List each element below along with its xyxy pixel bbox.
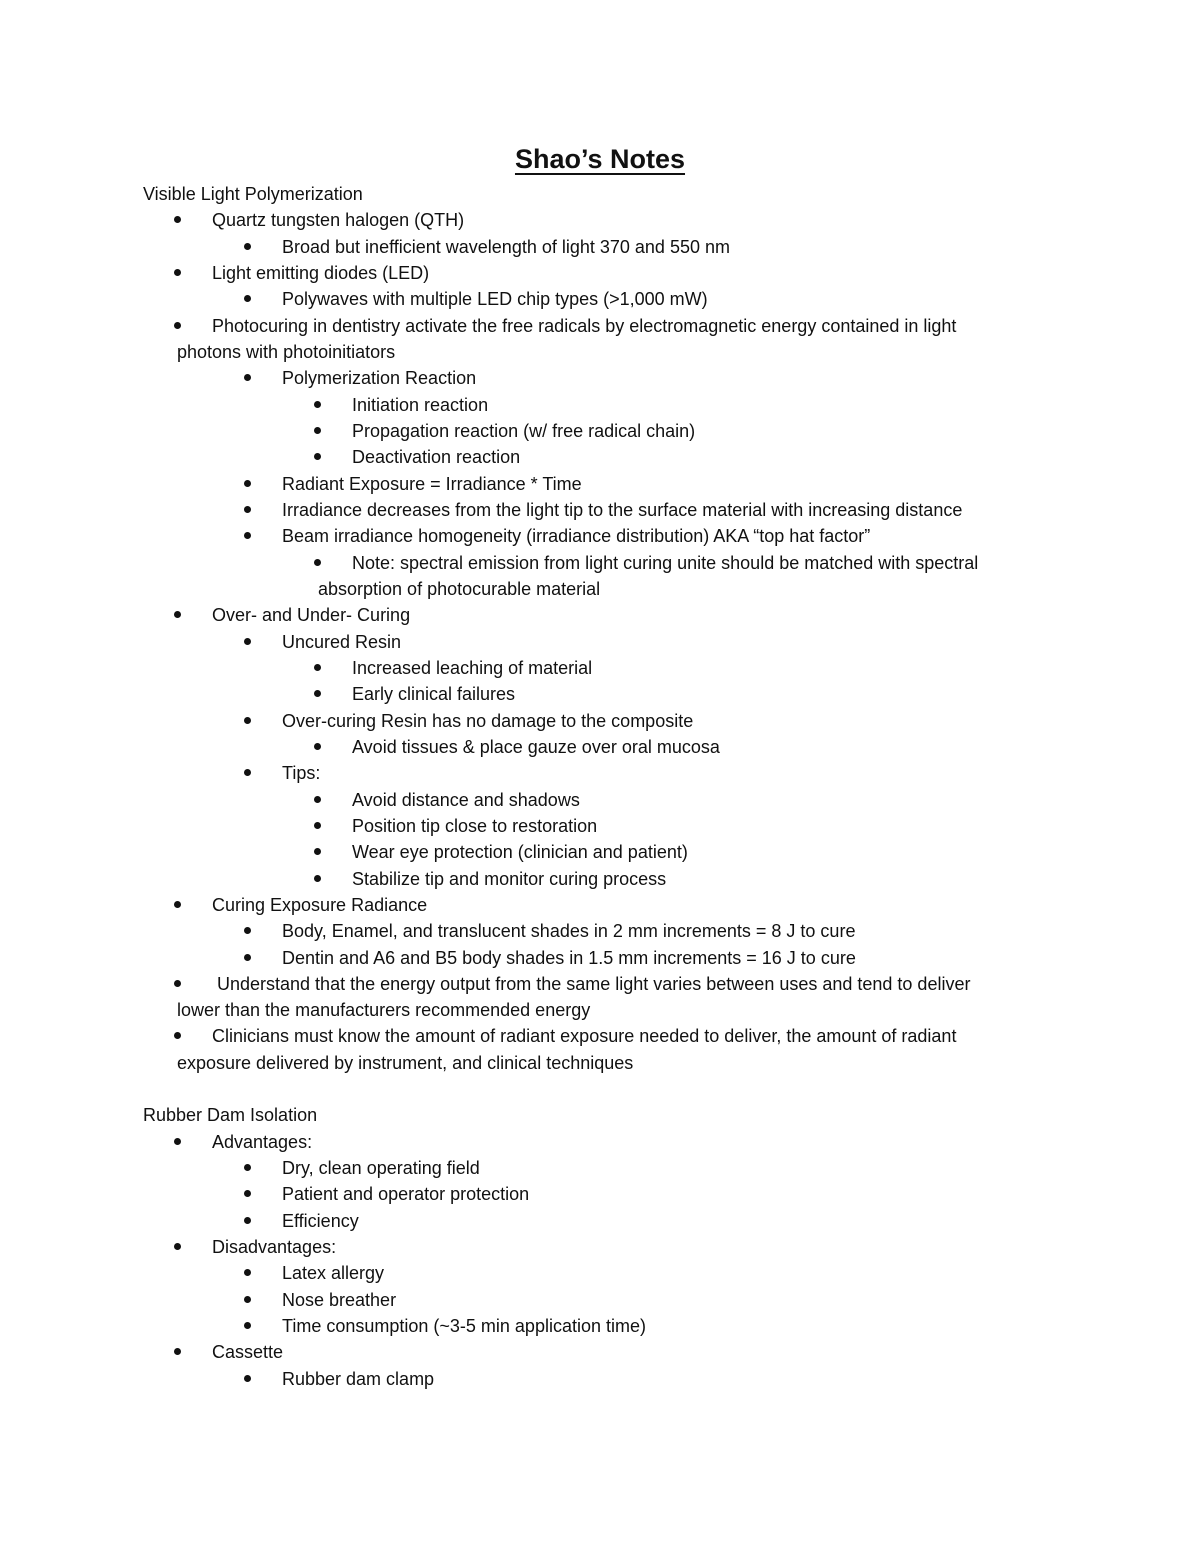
list-item xyxy=(212,1131,312,1153)
list-item xyxy=(282,920,855,942)
line-text: Initiation reaction xyxy=(352,395,489,415)
line-text: photons with photoinitiators xyxy=(177,342,396,362)
list-item xyxy=(352,736,720,758)
line-text: Over-curing Resin has no damage to the composite xyxy=(282,711,694,731)
list-item xyxy=(352,552,978,574)
line-text: Patient and operator protection xyxy=(282,1184,530,1204)
line-text: Uncured Resin xyxy=(282,632,402,652)
list-item xyxy=(282,947,856,969)
line-text: Deactivation reaction xyxy=(352,447,521,467)
line-text: Avoid distance and shadows xyxy=(352,790,580,810)
list-item xyxy=(282,367,476,389)
list-item xyxy=(282,762,320,784)
line-text: Tips: xyxy=(282,763,321,783)
line-text: Latex allergy xyxy=(282,1263,385,1283)
list-item xyxy=(282,236,730,258)
line-text: Rubber dam clamp xyxy=(282,1369,435,1389)
line-text: Quartz tungsten halogen (QTH) xyxy=(212,210,465,230)
line-text: Nose breather xyxy=(282,1290,397,1310)
line-text: Avoid tissues & place gauze over oral mucosa xyxy=(352,737,720,757)
list-item xyxy=(212,973,970,995)
line-text: Over- and Under- Curing xyxy=(212,605,411,625)
list-item xyxy=(352,868,666,890)
list-item xyxy=(282,1315,646,1337)
list-item xyxy=(177,999,590,1021)
line-text: absorption of photocurable material xyxy=(318,579,601,599)
list-item xyxy=(212,1236,336,1258)
list-item xyxy=(212,262,429,284)
list-item xyxy=(282,1210,359,1232)
list-item xyxy=(282,1157,480,1179)
line-text: Dentin and A6 and B5 body shades in 1.5 mm increments = 16 J to cure xyxy=(282,948,856,968)
list-item xyxy=(212,894,427,916)
line-text: Understand that the energy output from the same light varies between uses and tend to deliver xyxy=(212,974,971,994)
list-item xyxy=(282,1183,529,1205)
list-item xyxy=(318,578,600,600)
line-text: Polywaves with multiple LED chip types (>1,000 mW) xyxy=(282,289,708,309)
line-text: Light emitting diodes (LED) xyxy=(212,263,430,283)
line-text: Visible Light Polymerization xyxy=(143,184,363,204)
list-item xyxy=(352,841,688,863)
line-text: Radiant Exposure = Irradiance * Time xyxy=(282,474,582,494)
line-text: Body, Enamel, and translucent shades in 2 mm increments = 8 J to cure xyxy=(282,921,856,941)
line-text: exposure delivered by instrument, and clinical techniques xyxy=(177,1053,634,1073)
line-text: Polymerization Reaction xyxy=(282,368,477,388)
line-text: Disadvantages: xyxy=(212,1237,337,1257)
line-text: Broad but inefficient wavelength of light 370 and 550 nm xyxy=(282,237,730,257)
document-title: Shao’s Notes xyxy=(514,144,686,174)
line-text: Efficiency xyxy=(282,1211,359,1231)
line-text: Increased leaching of material xyxy=(352,658,593,678)
line-text: Time consumption (~3-5 min application time) xyxy=(282,1316,646,1336)
line-text: Stabilize tip and monitor curing process xyxy=(352,869,667,889)
line-text: Beam irradiance homogeneity (irradiance distribution) AKA “top hat factor” xyxy=(282,526,871,546)
list-item xyxy=(352,446,520,468)
list-item xyxy=(352,420,695,442)
list-item xyxy=(282,1368,434,1390)
list-item xyxy=(282,525,870,547)
line-text: Irradiance decreases from the light tip to the surface material with increasing distance xyxy=(282,500,963,520)
list-item xyxy=(282,499,962,521)
list-item xyxy=(352,815,597,837)
line-text: Rubber Dam Isolation xyxy=(143,1105,318,1125)
list-item xyxy=(177,341,395,363)
line-text: Note: spectral emission from light curing unite should be matched with spectral xyxy=(352,553,979,573)
line-text: Cassette xyxy=(212,1342,284,1362)
line-text: Curing Exposure Radiance xyxy=(212,895,428,915)
list-item xyxy=(352,394,488,416)
list-item xyxy=(212,209,464,231)
line-text: Dry, clean operating field xyxy=(282,1158,480,1178)
list-item xyxy=(282,288,708,310)
list-item xyxy=(282,631,401,653)
line-text: Photocuring in dentistry activate the free radicals by electromagnetic energy contained in light xyxy=(212,316,957,336)
list-item xyxy=(212,604,410,626)
list-item xyxy=(282,710,693,732)
line-text: lower than the manufacturers recommended energy xyxy=(177,1000,591,1020)
list-item xyxy=(177,1052,633,1074)
line-text: Advantages: xyxy=(212,1132,313,1152)
section-heading xyxy=(143,1104,317,1126)
line-text: Clinicians must know the amount of radiant exposure needed to deliver, the amount of radiant xyxy=(212,1026,957,1046)
list-item xyxy=(352,789,580,811)
line-text: Position tip close to restoration xyxy=(352,816,598,836)
list-item xyxy=(212,1025,956,1047)
list-item xyxy=(282,473,582,495)
list-item xyxy=(352,683,515,705)
list-item xyxy=(212,1341,283,1363)
section-heading xyxy=(143,183,363,205)
list-item xyxy=(352,657,592,679)
list-item xyxy=(212,315,956,337)
line-text: Early clinical failures xyxy=(352,684,516,704)
list-item xyxy=(282,1289,396,1311)
line-text: Wear eye protection (clinician and patient) xyxy=(352,842,688,862)
list-item xyxy=(282,1262,384,1284)
line-text: Propagation reaction (w/ free radical chain) xyxy=(352,421,696,441)
